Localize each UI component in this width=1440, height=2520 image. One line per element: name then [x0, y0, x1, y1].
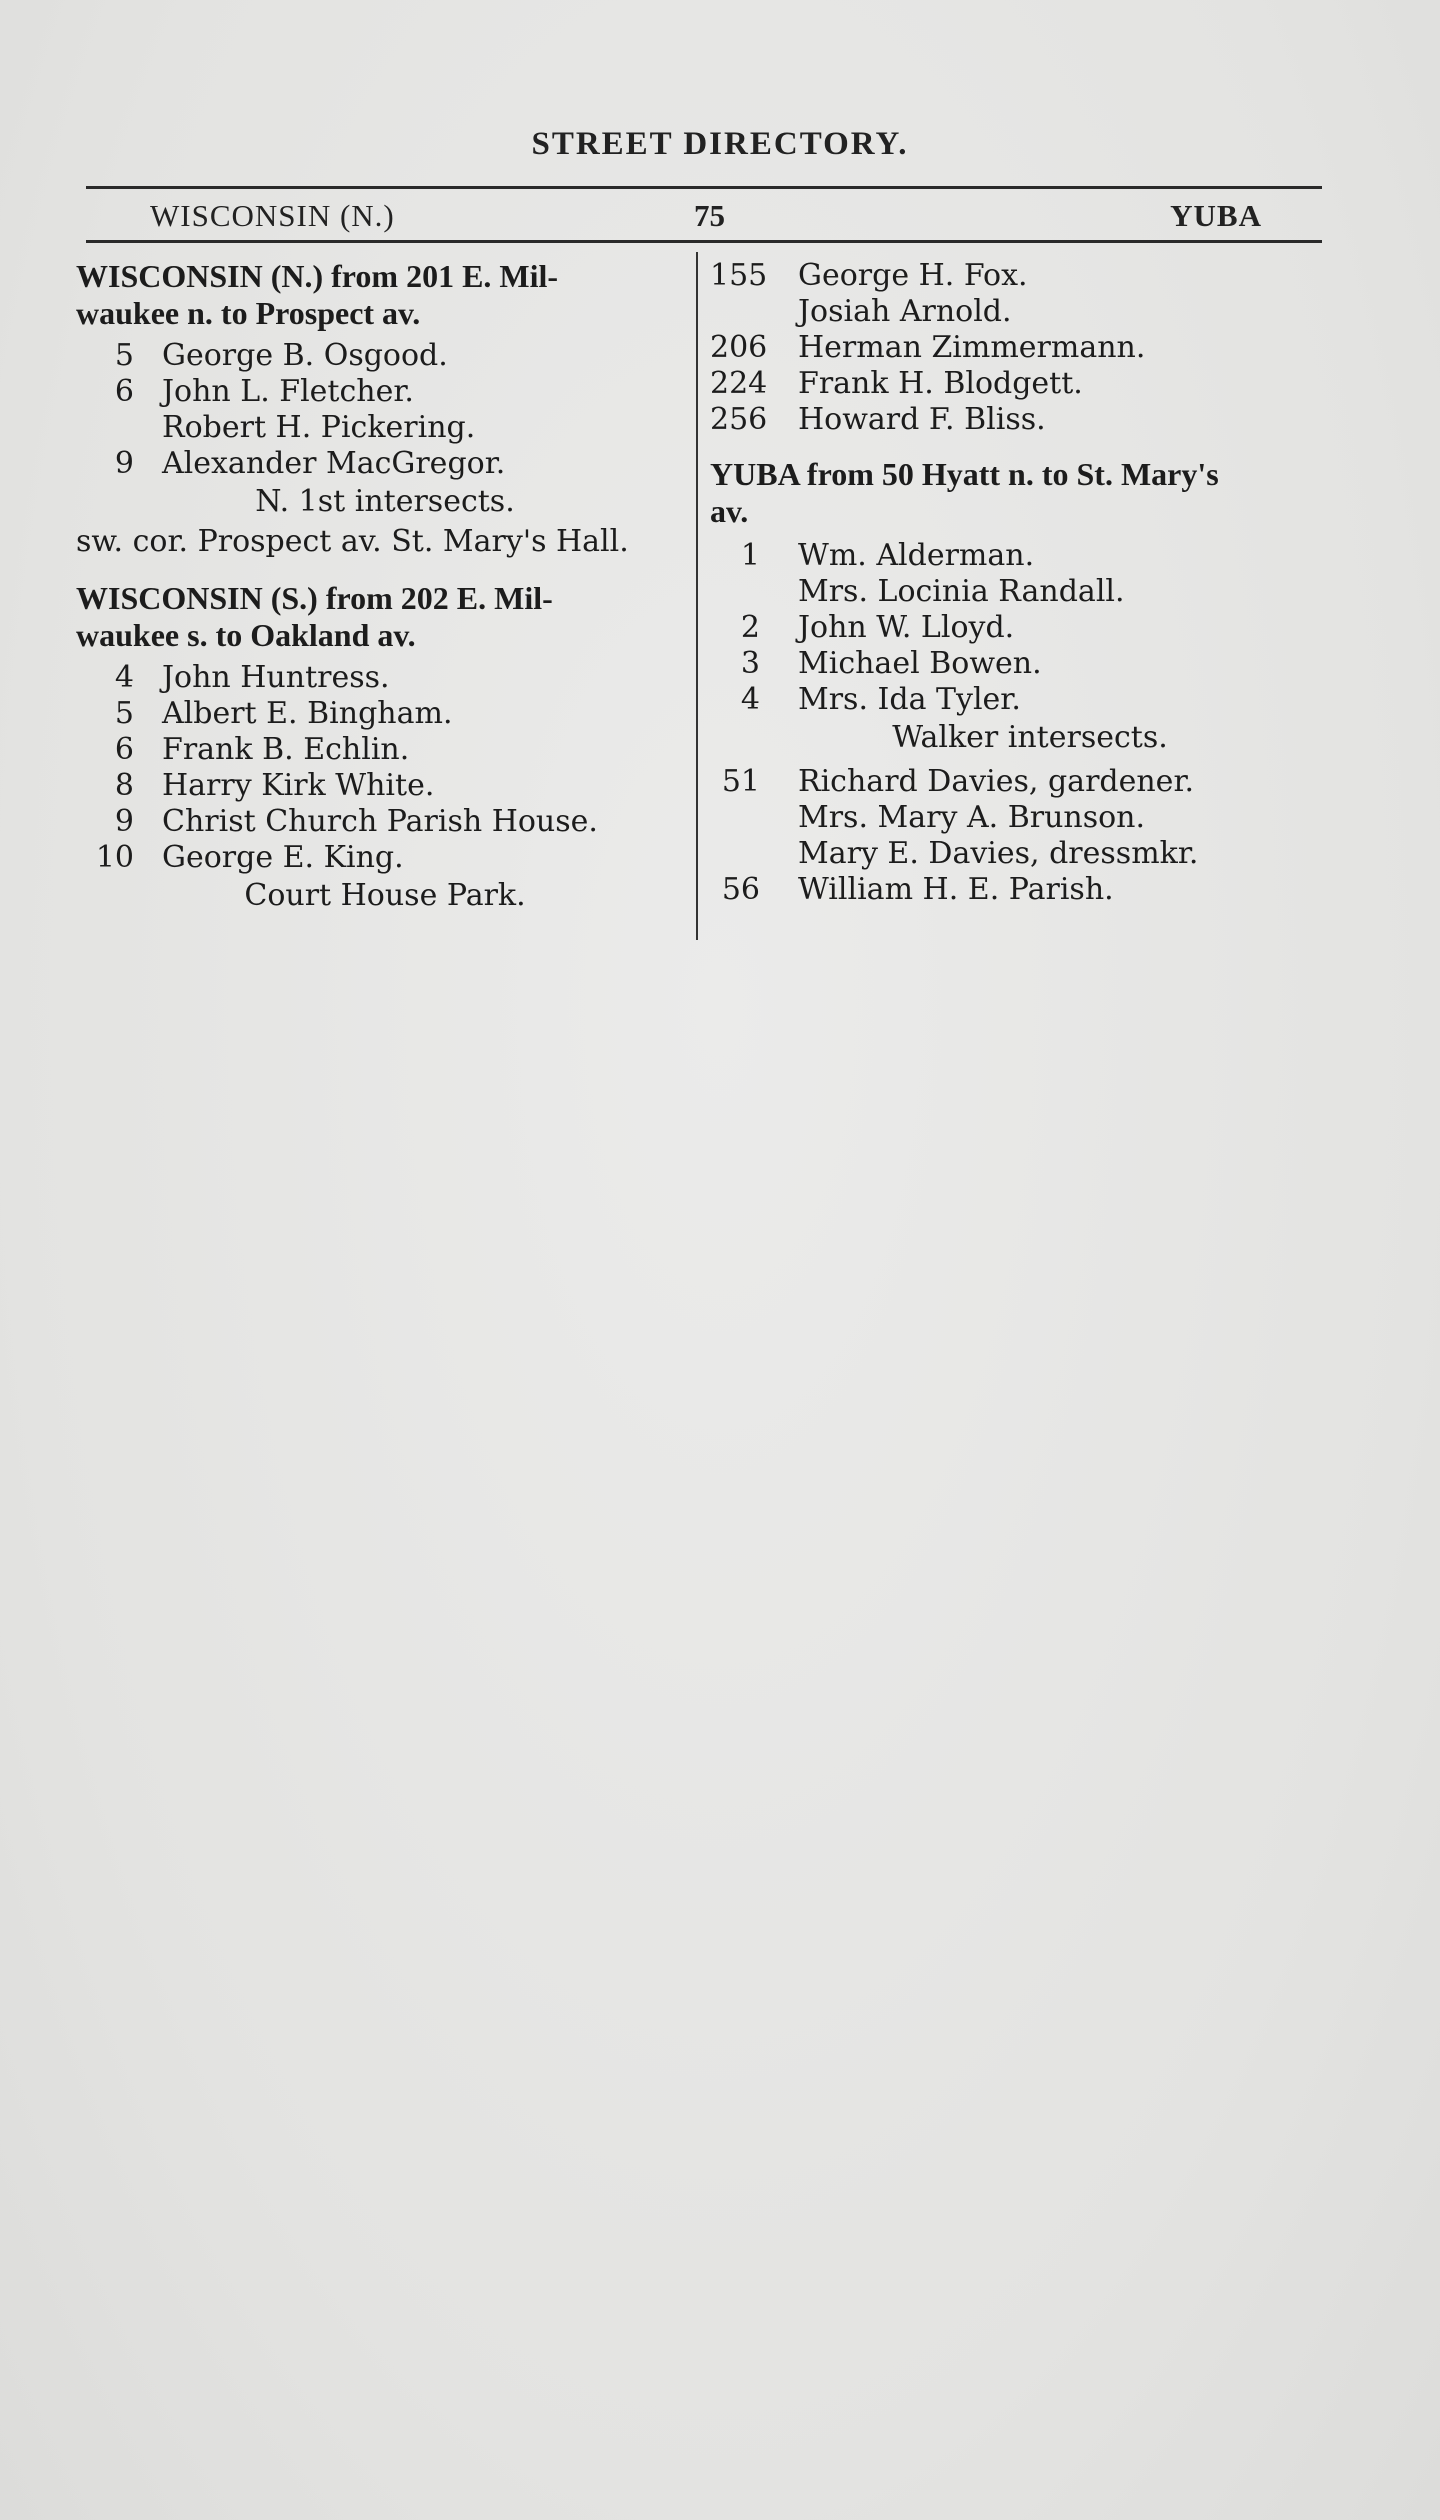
list-item: 2 John W. Lloyd. — [740, 610, 1015, 645]
list-item: 9 Christ Church Parish House. — [114, 804, 598, 839]
left-column — [76, 258, 694, 916]
list-item: 10 George E. King. — [95, 840, 404, 875]
list-item: 8 Harry Kirk White. — [114, 768, 435, 803]
list-item: Mary E. Davies, dressmkr. — [798, 836, 1199, 871]
list-item: 1 Wm. Alderman. — [740, 538, 1035, 573]
list-item: 5 Albert E. Bingham. — [114, 696, 453, 731]
column-divider — [696, 252, 698, 940]
header-left-street: WISCONSIN (N.) — [150, 198, 395, 233]
list-item: Robert H. Pickering. — [162, 410, 476, 445]
header-right-street: YUBA — [1170, 198, 1262, 233]
list-item: 56 William H. E. Parish. — [721, 872, 1114, 907]
list-item: 9 Alexander MacGregor. — [114, 446, 506, 481]
right-column — [710, 258, 1350, 908]
list-item: 6 Frank B. Echlin. — [114, 732, 410, 767]
list-item: 6 John L. Fletcher. — [114, 374, 414, 409]
street-heading-wisconsin-s: WISCONSIN (S.) from 202 E. Mil- waukee s. to Oakland av. — [76, 580, 553, 653]
street-heading-wisconsin-n: WISCONSIN (N.) from 201 E. Mil- waukee n. to Prospect av. — [76, 258, 559, 331]
intersect-note: Walker intersects. — [892, 720, 1168, 755]
intersect-note: N. 1st intersects. — [255, 484, 515, 519]
list-item: 3 Michael Bowen. — [740, 646, 1042, 681]
street-heading-yuba: YUBA from 50 Hyatt n. to St. Mary's av. — [710, 456, 1219, 529]
header-bottom-rule — [86, 240, 1322, 243]
list-item: 4 John Huntress. — [114, 660, 390, 695]
header-top-rule — [86, 186, 1322, 189]
running-title: STREET DIRECTORY. — [531, 126, 909, 162]
list-item: 206 Herman Zimmermann. — [710, 330, 1146, 365]
list-item: 5 George B. Osgood. — [114, 338, 448, 373]
list-item: 4 Mrs. Ida Tyler. — [740, 682, 1021, 717]
list-item: Mrs. Mary A. Brunson. — [798, 800, 1146, 835]
list-item: 256 Howard F. Bliss. — [710, 402, 1046, 437]
list-item: Mrs. Locinia Randall. — [798, 574, 1125, 609]
list-item: 224 Frank H. Blodgett. — [710, 366, 1083, 401]
corner-note: sw. cor. Prospect av. St. Mary's Hall. — [76, 524, 629, 559]
park-note: Court House Park. — [244, 878, 526, 913]
list-item: 155 George H. Fox. — [710, 258, 1028, 293]
list-item: Josiah Arnold. — [798, 294, 1012, 329]
list-item: 51 Richard Davies, gardener. — [721, 764, 1195, 799]
page-number: 75 — [694, 198, 725, 233]
page-header — [86, 196, 1322, 240]
